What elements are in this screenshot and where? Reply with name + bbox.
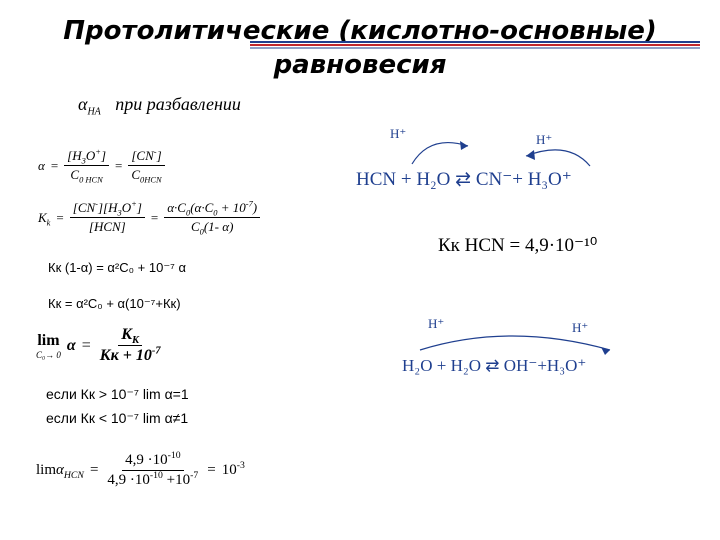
page-title-line1: Протолитические (кислотно-основные) (63, 16, 657, 46)
equals-sign: = (115, 157, 123, 173)
lim-formula: lim C₀→ 0 α = $\frac{К_К}{Кк + 10^{-7}}$ (36, 326, 164, 365)
fraction-lim: $\frac{К_К}{Кк + 10^{-7}}$ (99, 326, 161, 364)
condition-greater: если Кк > 10⁻⁷ lim α=1 (46, 386, 189, 402)
fraction-cn: $\frac{[CN^-]}{C_{0HCN}}$ (128, 148, 164, 183)
lim-result: $10^{-3}$ (221, 460, 245, 478)
kk-lhs: $K_k$ (38, 209, 51, 228)
fraction-kk-conc: $\frac{[CN^-][H_3O^+]}{\text{[HCN]}}$ (70, 200, 145, 235)
water-h-plus-right: H⁺ (572, 320, 589, 335)
lim-word: lim C₀→ 0 (36, 331, 61, 360)
title-rule-lines (0, 40, 720, 50)
fraction-lim-hcn: $\frac{4,9 \cdot 10^{-10}}{4,9 \cdot 10^{-10} +10^{-7}}$ (107, 450, 199, 488)
water-reaction: H₂O + H₂O ⇄ OH⁻+H₃O⁺ (402, 356, 587, 375)
water-h-plus-left: H⁺ (428, 316, 445, 331)
eq-kk-alpha: Кк (1-α) = α²C₀ + 10⁻⁷ α (48, 260, 187, 275)
alpha-symbol: α (78, 94, 88, 114)
alpha-formula (38, 148, 165, 183)
hcn-reaction: HCN + H₂O ⇄ CN⁻+ H₃O⁺ (356, 169, 572, 190)
alpha-caption (78, 94, 241, 118)
kk-formula: $K_k$ = $\frac{[CN^-][H_3O^+]}{\text{[HCN]}}$ = $\frac{\alpha\cdot C_0(\alpha\cdot C_0 + 10^{-7})}{C_0(1- \alpha)}$ (38, 200, 260, 235)
fraction-h3o: $\frac{[H_3O^+]}{C_{0 HCN}}$ (64, 148, 109, 183)
condition-less: если Кк < 10⁻⁷ lim α≠1 (46, 410, 189, 426)
eq-kk: Кк = α²C₀ + α(10⁻⁷+Кк) (48, 296, 181, 311)
page-title-line2: равновесия (273, 50, 447, 80)
alpha-subscript: НА (87, 106, 101, 118)
alpha-lhs: α (38, 157, 45, 173)
fraction-kk-alpha: $\frac{\alpha\cdot C_0(\alpha\cdot C_0 + 10^{-7})}{C_0(1- \alpha)}$ (164, 200, 260, 235)
hcn-h-plus-left: H⁺ (390, 126, 407, 141)
equals-sign: = (50, 157, 59, 173)
alpha-caption-text: при разбавлении (115, 94, 241, 114)
k-hcn-value: Кк HCN = 4,9·10⁻¹⁰ (438, 235, 598, 256)
hcn-h-plus-right: H⁺ (536, 132, 553, 147)
lim-alpha-hcn: limα$_{HCN}$ = $\frac{4,9 \cdot 10^{-10}}{4,9 \cdot 10^{-10} +10^{-7}}$ = $10^{-3}$ (36, 450, 245, 488)
